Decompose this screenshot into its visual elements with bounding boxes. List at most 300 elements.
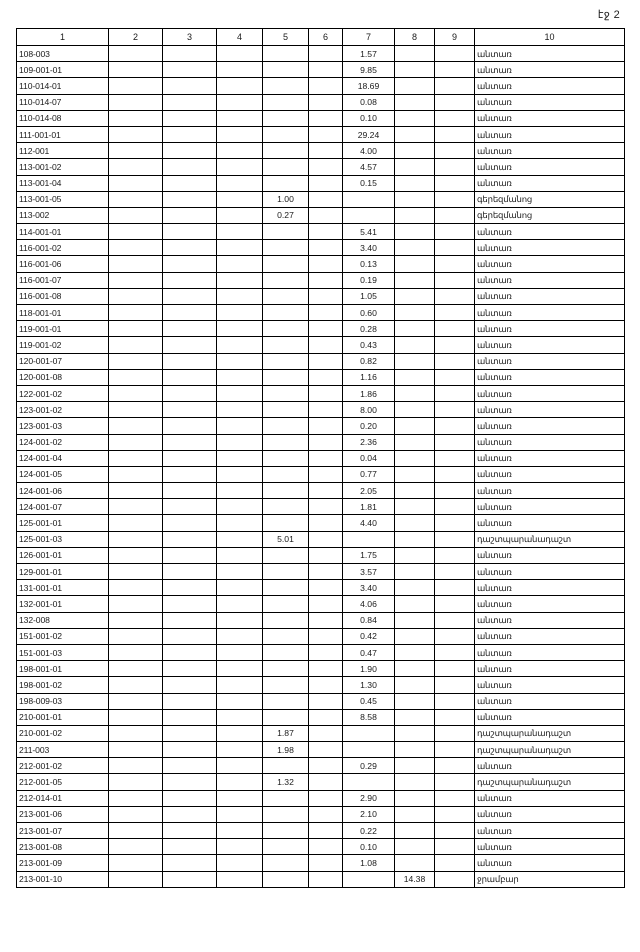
table-cell-4 bbox=[217, 483, 263, 499]
table-cell-6 bbox=[309, 46, 343, 62]
table-row bbox=[17, 288, 625, 304]
table-cell-5 bbox=[263, 78, 309, 94]
table-cell-10: անտառ bbox=[475, 337, 625, 353]
table-cell-8 bbox=[395, 288, 435, 304]
table-cell-10: անտառ bbox=[475, 790, 625, 806]
table-cell-9 bbox=[435, 62, 475, 78]
table-cell-5 bbox=[263, 418, 309, 434]
table-cell-2 bbox=[109, 612, 163, 628]
table-cell-1: 123-001-02 bbox=[17, 402, 109, 418]
table-row bbox=[17, 774, 625, 790]
table-cell-7: 2.05 bbox=[343, 483, 395, 499]
table-cell-7: 1.16 bbox=[343, 369, 395, 385]
table-row bbox=[17, 78, 625, 94]
table-cell-9 bbox=[435, 240, 475, 256]
table-cell-8 bbox=[395, 337, 435, 353]
table-row bbox=[17, 564, 625, 580]
table-row bbox=[17, 531, 625, 547]
table-cell-5 bbox=[263, 693, 309, 709]
table-cell-2 bbox=[109, 790, 163, 806]
table-cell-3 bbox=[163, 62, 217, 78]
table-cell-9 bbox=[435, 288, 475, 304]
table-cell-10: անտառ bbox=[475, 483, 625, 499]
table-cell-10: ջրամբար bbox=[475, 871, 625, 887]
table-cell-3 bbox=[163, 580, 217, 596]
table-cell-1: 198-001-02 bbox=[17, 677, 109, 693]
table-cell-7: 2.10 bbox=[343, 806, 395, 822]
table-cell-7: 4.57 bbox=[343, 159, 395, 175]
table-cell-4 bbox=[217, 580, 263, 596]
table-cell-7: 0.22 bbox=[343, 823, 395, 839]
table-cell-3 bbox=[163, 806, 217, 822]
table-cell-7: 4.06 bbox=[343, 596, 395, 612]
table-cell-9 bbox=[435, 224, 475, 240]
table-cell-2 bbox=[109, 547, 163, 563]
table-cell-1: 213-001-07 bbox=[17, 823, 109, 839]
table-cell-10: անտառ bbox=[475, 288, 625, 304]
table-cell-9 bbox=[435, 580, 475, 596]
table-cell-6 bbox=[309, 693, 343, 709]
table-cell-2 bbox=[109, 709, 163, 725]
table-cell-6 bbox=[309, 62, 343, 78]
table-cell-2 bbox=[109, 402, 163, 418]
table-cell-10: անտառ bbox=[475, 46, 625, 62]
table-cell-9 bbox=[435, 110, 475, 126]
table-cell-6 bbox=[309, 790, 343, 806]
table-cell-9 bbox=[435, 321, 475, 337]
table-cell-6 bbox=[309, 321, 343, 337]
table-cell-1: 213-001-10 bbox=[17, 871, 109, 887]
table-cell-4 bbox=[217, 288, 263, 304]
table-cell-4 bbox=[217, 175, 263, 191]
table-cell-3 bbox=[163, 272, 217, 288]
table-cell-4 bbox=[217, 742, 263, 758]
table-cell-1: 113-001-05 bbox=[17, 191, 109, 207]
table-cell-6 bbox=[309, 224, 343, 240]
table-row bbox=[17, 742, 625, 758]
table-cell-9 bbox=[435, 434, 475, 450]
table-cell-8 bbox=[395, 126, 435, 142]
table-cell-10: դաշտպարանադաշտ bbox=[475, 774, 625, 790]
table-cell-10: անտառ bbox=[475, 62, 625, 78]
table-cell-5 bbox=[263, 499, 309, 515]
table-cell-7: 0.20 bbox=[343, 418, 395, 434]
table-cell-8 bbox=[395, 256, 435, 272]
table-cell-2 bbox=[109, 596, 163, 612]
table-cell-7: 5.41 bbox=[343, 224, 395, 240]
table-cell-1: 114-001-01 bbox=[17, 224, 109, 240]
table-row bbox=[17, 580, 625, 596]
table-cell-3 bbox=[163, 564, 217, 580]
table-row bbox=[17, 661, 625, 677]
table-cell-5 bbox=[263, 547, 309, 563]
table-cell-10: անտառ bbox=[475, 596, 625, 612]
table-cell-5 bbox=[263, 466, 309, 482]
table-cell-9 bbox=[435, 531, 475, 547]
table-cell-8 bbox=[395, 62, 435, 78]
table-cell-2 bbox=[109, 823, 163, 839]
table-cell-3 bbox=[163, 612, 217, 628]
table-cell-5 bbox=[263, 94, 309, 110]
table-cell-8 bbox=[395, 709, 435, 725]
table-cell-2 bbox=[109, 564, 163, 580]
table-cell-5 bbox=[263, 62, 309, 78]
table-cell-2 bbox=[109, 499, 163, 515]
table-cell-8 bbox=[395, 175, 435, 191]
table-cell-4 bbox=[217, 693, 263, 709]
table-cell-8 bbox=[395, 240, 435, 256]
table-row bbox=[17, 207, 625, 223]
table-cell-7: 1.75 bbox=[343, 547, 395, 563]
table-cell-1: 212-001-05 bbox=[17, 774, 109, 790]
table-cell-2 bbox=[109, 385, 163, 401]
table-cell-6 bbox=[309, 596, 343, 612]
table-cell-9 bbox=[435, 564, 475, 580]
table-cell-6 bbox=[309, 871, 343, 887]
table-cell-5 bbox=[263, 385, 309, 401]
table-cell-5 bbox=[263, 871, 309, 887]
table-cell-4 bbox=[217, 871, 263, 887]
table-row bbox=[17, 483, 625, 499]
table-cell-1: 124-001-04 bbox=[17, 450, 109, 466]
table-cell-1: 108-003 bbox=[17, 46, 109, 62]
table-cell-6 bbox=[309, 725, 343, 741]
table-cell-7 bbox=[343, 871, 395, 887]
table-cell-1: 131-001-01 bbox=[17, 580, 109, 596]
table-cell-7: 0.10 bbox=[343, 839, 395, 855]
land-parcel-table bbox=[16, 28, 625, 888]
table-cell-8 bbox=[395, 321, 435, 337]
table-cell-3 bbox=[163, 515, 217, 531]
table-cell-3 bbox=[163, 823, 217, 839]
table-header-row bbox=[17, 29, 625, 46]
table-cell-5 bbox=[263, 515, 309, 531]
table-cell-3 bbox=[163, 871, 217, 887]
table-cell-9 bbox=[435, 143, 475, 159]
table-cell-3 bbox=[163, 159, 217, 175]
table-cell-2 bbox=[109, 126, 163, 142]
column-header-7: 7 bbox=[343, 29, 395, 46]
table-cell-6 bbox=[309, 839, 343, 855]
table-cell-5 bbox=[263, 402, 309, 418]
table-cell-6 bbox=[309, 531, 343, 547]
table-cell-9 bbox=[435, 499, 475, 515]
table-cell-5 bbox=[263, 288, 309, 304]
table-row bbox=[17, 321, 625, 337]
table-cell-4 bbox=[217, 418, 263, 434]
table-cell-7: 0.10 bbox=[343, 110, 395, 126]
table-cell-10: անտառ bbox=[475, 855, 625, 871]
table-cell-2 bbox=[109, 240, 163, 256]
table-row bbox=[17, 369, 625, 385]
table-cell-8 bbox=[395, 499, 435, 515]
table-cell-4 bbox=[217, 839, 263, 855]
table-cell-5 bbox=[263, 709, 309, 725]
table-cell-9 bbox=[435, 612, 475, 628]
table-cell-6 bbox=[309, 337, 343, 353]
table-cell-10: անտառ bbox=[475, 385, 625, 401]
table-cell-10: անտառ bbox=[475, 94, 625, 110]
table-cell-2 bbox=[109, 62, 163, 78]
table-cell-2 bbox=[109, 855, 163, 871]
table-cell-2 bbox=[109, 78, 163, 94]
table-cell-3 bbox=[163, 531, 217, 547]
table-cell-5 bbox=[263, 677, 309, 693]
table-cell-10: դաշտպարանադաշտ bbox=[475, 725, 625, 741]
table-cell-7 bbox=[343, 191, 395, 207]
table-cell-4 bbox=[217, 790, 263, 806]
table-cell-4 bbox=[217, 823, 263, 839]
table-cell-7: 0.04 bbox=[343, 450, 395, 466]
table-cell-6 bbox=[309, 143, 343, 159]
table-cell-4 bbox=[217, 256, 263, 272]
table-cell-6 bbox=[309, 499, 343, 515]
table-cell-2 bbox=[109, 725, 163, 741]
table-cell-8 bbox=[395, 305, 435, 321]
table-cell-10: անտառ bbox=[475, 709, 625, 725]
table-cell-7: 0.77 bbox=[343, 466, 395, 482]
table-cell-1: 151-001-02 bbox=[17, 628, 109, 644]
column-header-3: 3 bbox=[163, 29, 217, 46]
table-cell-9 bbox=[435, 596, 475, 612]
table-cell-2 bbox=[109, 256, 163, 272]
table-cell-1: 210-001-01 bbox=[17, 709, 109, 725]
table-cell-1: 132-008 bbox=[17, 612, 109, 628]
table-cell-7: 3.57 bbox=[343, 564, 395, 580]
table-cell-7: 0.08 bbox=[343, 94, 395, 110]
table-cell-1: 198-009-03 bbox=[17, 693, 109, 709]
table-cell-9 bbox=[435, 207, 475, 223]
table-cell-7: 1.86 bbox=[343, 385, 395, 401]
table-cell-1: 125-001-01 bbox=[17, 515, 109, 531]
table-cell-5: 0.27 bbox=[263, 207, 309, 223]
table-cell-3 bbox=[163, 661, 217, 677]
table-cell-3 bbox=[163, 46, 217, 62]
table-cell-8 bbox=[395, 806, 435, 822]
table-cell-8 bbox=[395, 790, 435, 806]
table-cell-3 bbox=[163, 709, 217, 725]
table-cell-1: 210-001-02 bbox=[17, 725, 109, 741]
table-cell-9 bbox=[435, 272, 475, 288]
table-cell-4 bbox=[217, 94, 263, 110]
table-cell-8 bbox=[395, 207, 435, 223]
table-cell-8 bbox=[395, 466, 435, 482]
table-cell-1: 118-001-01 bbox=[17, 305, 109, 321]
table-row bbox=[17, 725, 625, 741]
table-cell-10: գերեզմանոց bbox=[475, 191, 625, 207]
table-cell-8 bbox=[395, 385, 435, 401]
table-cell-1: 120-001-08 bbox=[17, 369, 109, 385]
table-cell-1: 113-001-02 bbox=[17, 159, 109, 175]
table-cell-7: 2.36 bbox=[343, 434, 395, 450]
table-cell-9 bbox=[435, 418, 475, 434]
page-number-label: էջ 2 bbox=[597, 9, 620, 21]
table-cell-9 bbox=[435, 305, 475, 321]
table-cell-4 bbox=[217, 466, 263, 482]
table-cell-7: 1.81 bbox=[343, 499, 395, 515]
table-cell-8 bbox=[395, 693, 435, 709]
table-cell-9 bbox=[435, 855, 475, 871]
table-cell-8 bbox=[395, 272, 435, 288]
table-row bbox=[17, 499, 625, 515]
table-cell-4 bbox=[217, 46, 263, 62]
table-cell-9 bbox=[435, 369, 475, 385]
table-cell-9 bbox=[435, 758, 475, 774]
table-cell-10: անտառ bbox=[475, 321, 625, 337]
table-row bbox=[17, 418, 625, 434]
table-cell-5: 1.00 bbox=[263, 191, 309, 207]
table-cell-3 bbox=[163, 596, 217, 612]
table-cell-9 bbox=[435, 337, 475, 353]
table-cell-8 bbox=[395, 758, 435, 774]
page-header bbox=[16, 8, 626, 28]
table-cell-4 bbox=[217, 434, 263, 450]
table-body bbox=[17, 46, 625, 888]
table-cell-7: 0.42 bbox=[343, 628, 395, 644]
table-cell-7: 8.58 bbox=[343, 709, 395, 725]
table-cell-9 bbox=[435, 839, 475, 855]
table-cell-3 bbox=[163, 774, 217, 790]
table-cell-5: 1.87 bbox=[263, 725, 309, 741]
table-cell-4 bbox=[217, 369, 263, 385]
table-cell-1: 211-003 bbox=[17, 742, 109, 758]
table-cell-10: անտառ bbox=[475, 369, 625, 385]
table-cell-5 bbox=[263, 628, 309, 644]
table-cell-10: անտառ bbox=[475, 418, 625, 434]
table-cell-3 bbox=[163, 78, 217, 94]
table-cell-3 bbox=[163, 434, 217, 450]
table-cell-6 bbox=[309, 466, 343, 482]
table-cell-8 bbox=[395, 418, 435, 434]
table-cell-1: 132-001-01 bbox=[17, 596, 109, 612]
table-cell-9 bbox=[435, 385, 475, 401]
table-cell-9 bbox=[435, 547, 475, 563]
table-cell-7: 0.82 bbox=[343, 353, 395, 369]
table-row bbox=[17, 305, 625, 321]
table-cell-8 bbox=[395, 515, 435, 531]
table-cell-1: 124-001-05 bbox=[17, 466, 109, 482]
table-cell-4 bbox=[217, 677, 263, 693]
table-row bbox=[17, 353, 625, 369]
table-cell-3 bbox=[163, 628, 217, 644]
table-cell-8 bbox=[395, 628, 435, 644]
table-cell-3 bbox=[163, 143, 217, 159]
table-cell-7: 1.08 bbox=[343, 855, 395, 871]
table-cell-1: 124-001-06 bbox=[17, 483, 109, 499]
table-row bbox=[17, 46, 625, 62]
table-cell-8 bbox=[395, 353, 435, 369]
table-cell-5 bbox=[263, 434, 309, 450]
table-cell-8 bbox=[395, 94, 435, 110]
table-cell-7 bbox=[343, 531, 395, 547]
table-row bbox=[17, 450, 625, 466]
table-cell-7: 4.00 bbox=[343, 143, 395, 159]
table-cell-8 bbox=[395, 823, 435, 839]
table-cell-9 bbox=[435, 175, 475, 191]
table-cell-6 bbox=[309, 742, 343, 758]
table-cell-7: 0.43 bbox=[343, 337, 395, 353]
table-cell-5 bbox=[263, 580, 309, 596]
table-cell-4 bbox=[217, 531, 263, 547]
table-cell-2 bbox=[109, 661, 163, 677]
table-cell-7: 0.84 bbox=[343, 612, 395, 628]
table-cell-5 bbox=[263, 758, 309, 774]
table-cell-1: 123-001-03 bbox=[17, 418, 109, 434]
table-cell-5 bbox=[263, 46, 309, 62]
table-cell-4 bbox=[217, 110, 263, 126]
table-cell-4 bbox=[217, 515, 263, 531]
table-cell-5 bbox=[263, 644, 309, 660]
table-cell-9 bbox=[435, 466, 475, 482]
table-cell-8 bbox=[395, 855, 435, 871]
table-cell-3 bbox=[163, 855, 217, 871]
table-cell-2 bbox=[109, 369, 163, 385]
table-cell-5: 1.32 bbox=[263, 774, 309, 790]
table-cell-4 bbox=[217, 644, 263, 660]
table-row bbox=[17, 612, 625, 628]
table-cell-5 bbox=[263, 224, 309, 240]
table-cell-2 bbox=[109, 288, 163, 304]
table-cell-8 bbox=[395, 483, 435, 499]
table-cell-7: 1.30 bbox=[343, 677, 395, 693]
table-cell-4 bbox=[217, 207, 263, 223]
table-cell-6 bbox=[309, 191, 343, 207]
table-cell-9 bbox=[435, 790, 475, 806]
table-cell-3 bbox=[163, 644, 217, 660]
table-cell-8 bbox=[395, 143, 435, 159]
table-cell-6 bbox=[309, 353, 343, 369]
table-cell-8 bbox=[395, 224, 435, 240]
table-cell-2 bbox=[109, 644, 163, 660]
table-cell-8 bbox=[395, 369, 435, 385]
table-cell-5 bbox=[263, 661, 309, 677]
table-cell-5 bbox=[263, 823, 309, 839]
table-cell-3 bbox=[163, 207, 217, 223]
table-row bbox=[17, 143, 625, 159]
table-cell-10: անտառ bbox=[475, 305, 625, 321]
table-cell-2 bbox=[109, 94, 163, 110]
table-cell-5: 1.98 bbox=[263, 742, 309, 758]
table-cell-3 bbox=[163, 353, 217, 369]
table-cell-3 bbox=[163, 466, 217, 482]
table-cell-2 bbox=[109, 46, 163, 62]
table-cell-10: անտառ bbox=[475, 547, 625, 563]
table-cell-7: 3.40 bbox=[343, 240, 395, 256]
table-cell-7: 0.47 bbox=[343, 644, 395, 660]
table-cell-8 bbox=[395, 78, 435, 94]
table-cell-2 bbox=[109, 434, 163, 450]
table-cell-2 bbox=[109, 418, 163, 434]
table-cell-4 bbox=[217, 661, 263, 677]
table-cell-6 bbox=[309, 806, 343, 822]
table-cell-2 bbox=[109, 321, 163, 337]
table-cell-8 bbox=[395, 110, 435, 126]
table-cell-5 bbox=[263, 110, 309, 126]
table-cell-3 bbox=[163, 725, 217, 741]
table-cell-4 bbox=[217, 305, 263, 321]
table-cell-6 bbox=[309, 385, 343, 401]
table-cell-9 bbox=[435, 644, 475, 660]
table-cell-4 bbox=[217, 191, 263, 207]
table-cell-1: 122-001-02 bbox=[17, 385, 109, 401]
table-cell-7: 0.45 bbox=[343, 693, 395, 709]
table-cell-2 bbox=[109, 742, 163, 758]
table-cell-4 bbox=[217, 612, 263, 628]
table-cell-6 bbox=[309, 450, 343, 466]
table-cell-3 bbox=[163, 224, 217, 240]
table-cell-6 bbox=[309, 207, 343, 223]
table-cell-6 bbox=[309, 159, 343, 175]
